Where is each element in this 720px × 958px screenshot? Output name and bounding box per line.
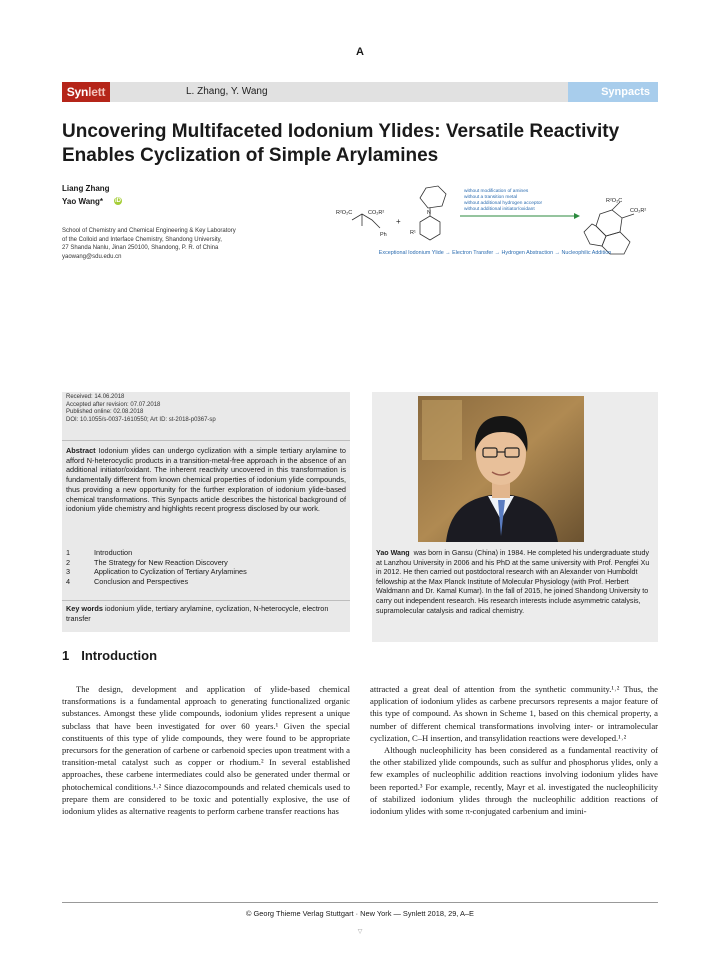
journal-logo-lett: lett	[88, 85, 106, 99]
condition-line: without a transition metal	[464, 195, 518, 200]
plus-sign: +	[396, 217, 401, 226]
table-of-contents	[66, 548, 346, 586]
reaction-scheme	[330, 184, 660, 270]
journal-logo	[62, 82, 110, 102]
abstract-divider	[62, 440, 350, 441]
footer-citation: © Georg Thieme Verlag Stuttgart · New York — Synlett 2018, 29, A–E	[246, 909, 474, 918]
phenyl-label: Ph	[380, 232, 387, 238]
toc-label: The Strategy for New Reaction Discovery	[94, 557, 228, 567]
orcid-icon[interactable]: iD	[115, 198, 121, 204]
footer-mark: ▽	[357, 929, 363, 935]
toc-number: 1	[66, 548, 71, 557]
ester-left-label: R²O₂C	[336, 210, 353, 216]
affiliation-line: School of Chemistry and Chemical Engineering & Key Laboratory	[62, 228, 236, 234]
product-ester-right-label: CO₂R²	[630, 208, 647, 214]
toc-number: 3	[66, 567, 71, 577]
toc-item[interactable]	[66, 567, 346, 577]
received-date: Received: 14.06.2018	[66, 394, 125, 400]
journal-logo-syn: Syn	[66, 85, 89, 99]
keywords-list: iodonium ylide, tertiary arylamine, cyclization, N-heterocycle, electron transfer	[66, 604, 329, 623]
keywords-divider	[62, 600, 350, 601]
condition-line: without modification of amines	[464, 189, 529, 194]
condition-line: without additional initiator/oxidant	[464, 207, 535, 212]
body-paragraph: Although nucleophilicity has been considered as a fundamental reactivity of the other stabilized ylide compounds, such as sulfur and phosphorus ylides, only a few examples of nucleophilic addition reactions involving iodonium ylides have been reported.³ For example, recently, Mayr et al. investigated the nucleophilicity of stabilized iodonium ylides through the nucleophilic addition reactions of iodonium ylides with some π-conjugated carbenium and imini-	[370, 745, 658, 817]
bio-body: was born in Gansu (China) in 1984. He completed his undergraduate study at Lanzhou University in 2006 and his PhD at the same university with Prof. Pengfei Xu in 2012. He then carried out postdoctoral research with an Alexander von Humboldt fellowship at the Max Planck Institute of Molecular Physiology (with Prof. Herbert Waldmann and Dr. Kamal Kumar). In the fall of 2015, he joined Shandong University to carry out independent research. His research interests include asymmetric catalysis, supramolecular catalysis and radical chemistry.	[376, 549, 650, 615]
footer-rule	[62, 902, 658, 903]
section-heading	[62, 648, 157, 663]
page-letter: A	[356, 46, 364, 58]
author-name: Yao Wang*	[62, 197, 104, 206]
section-number: 1	[62, 648, 70, 663]
toc-item[interactable]	[66, 577, 346, 587]
abstract-body: Iodonium ylides can undergo cyclization with a simple tertiary arylamine to afford N-heterocyclic products in a transition-metal-free approach in the absence of an additional initiator/oxidant. The inherent reactivity uncovered in this transformation is fundamentally different from known chemical properties of iodonium ylide compounds, thus providing a new opportunity for the further exploration of iodonium ylide-based chemical transformations. This Synpacts article describes the historical background of iodonium ylide chemistry and highlights recent progress disclosed by our work.	[66, 446, 346, 514]
author-bio-text	[376, 549, 654, 616]
toc-number: 2	[66, 557, 71, 567]
accepted-date: Accepted after revision: 07.07.2018	[66, 401, 161, 408]
toc-label: Introduction	[94, 548, 133, 557]
nitrogen-label: N	[427, 210, 431, 216]
toc-label: Conclusion and Perspectives	[94, 576, 189, 586]
abstract-label: Abstract	[66, 446, 96, 455]
toc-item[interactable]	[66, 548, 346, 558]
keywords-label: Key words	[66, 604, 103, 613]
published-date: Published online: 02.08.2018	[66, 409, 144, 416]
condition-line: without additional hydrogen acceptor	[464, 201, 543, 206]
affiliation-email[interactable]: yaowang@sdu.edu.cn	[62, 253, 122, 260]
toc-label: Application to Cyclization of Tertiary Arylamines	[94, 567, 247, 577]
toc-number: 4	[66, 576, 71, 586]
affiliation-line: of the Colloid and Interface Chemistry, Shandong University,	[62, 236, 222, 243]
running-header-authors: L. Zhang, Y. Wang	[186, 86, 268, 97]
body-paragraph: The design, development and application of ylide-based chemical transformations is a fundamental approach to generating functionalized organic substances. Amongst these ylide compounds, iodonium ylides represent a unique subclass that have been investigated for over 60 years.¹ Given the special constituents of this type of ylide compounds, they were found to be appropriate precursors for the generation of carbene or carbenoid species upon treatment with a transition-metal catalyst such as copper or rhodium.² In several established approaches, these carbene intermediates could also be generated under thermal or photochemical conditions.¹˒² Since diazocompounds and related chemicals used to prepare them are considered to be toxic and potentially explosive, the use of iodonium ylides as alternative reagents to perform carbene transfer reactions has	[62, 684, 350, 817]
body-paragraph: attracted a great deal of attention from the synthetic community.¹˒² Thus, the application of iodonium ylides as carbene precursors represents a major feature of this type of compound. As shown in Scheme 1, based on this chemical property, a number of different chemical transformations involving inter- or intramolecular cyclization, C–H insertion, and transylidation reactions were developed.¹˒²	[370, 684, 658, 743]
affiliation	[62, 227, 292, 261]
doi-line[interactable]: DOI: 10.1055/s-0037-1610550; Art ID: st-2018-p0367-sp	[66, 416, 216, 423]
toc-item[interactable]	[66, 558, 346, 568]
keywords	[66, 604, 346, 623]
section-tab: Synpacts	[568, 82, 658, 102]
iodonium-ylide-structure	[352, 214, 380, 228]
author-name: Liang Zhang	[62, 184, 110, 193]
section-title: Introduction	[81, 648, 158, 663]
reaction-arrowhead	[574, 213, 580, 219]
author-portrait	[418, 396, 584, 542]
r1-label: R¹	[410, 230, 416, 236]
article-dates	[66, 394, 346, 424]
affiliation-line: 27 Shanda Nanlu, Jinan 250100, Shandong, P. R. of China	[62, 245, 219, 252]
ester-right-label: CO₂R²	[368, 210, 385, 216]
product-ester-left-label: R²O₂C	[606, 198, 623, 204]
abstract-text	[66, 446, 346, 514]
product-structure	[584, 202, 634, 254]
scheme-caption: Exceptional Iodonium Ylide → Electron Transfer → Hydrogen Abstraction → Nucleophilic Addition	[378, 250, 612, 256]
body-column-left	[62, 683, 350, 817]
arylamine-structure	[420, 186, 446, 240]
bio-name: Yao Wang	[376, 549, 410, 557]
article-title: Uncovering Multifaceted Iodonium Ylides: Versatile Reactivity Enables Cyclization of Simple Arylamines	[62, 121, 620, 166]
body-column-right	[370, 683, 658, 817]
